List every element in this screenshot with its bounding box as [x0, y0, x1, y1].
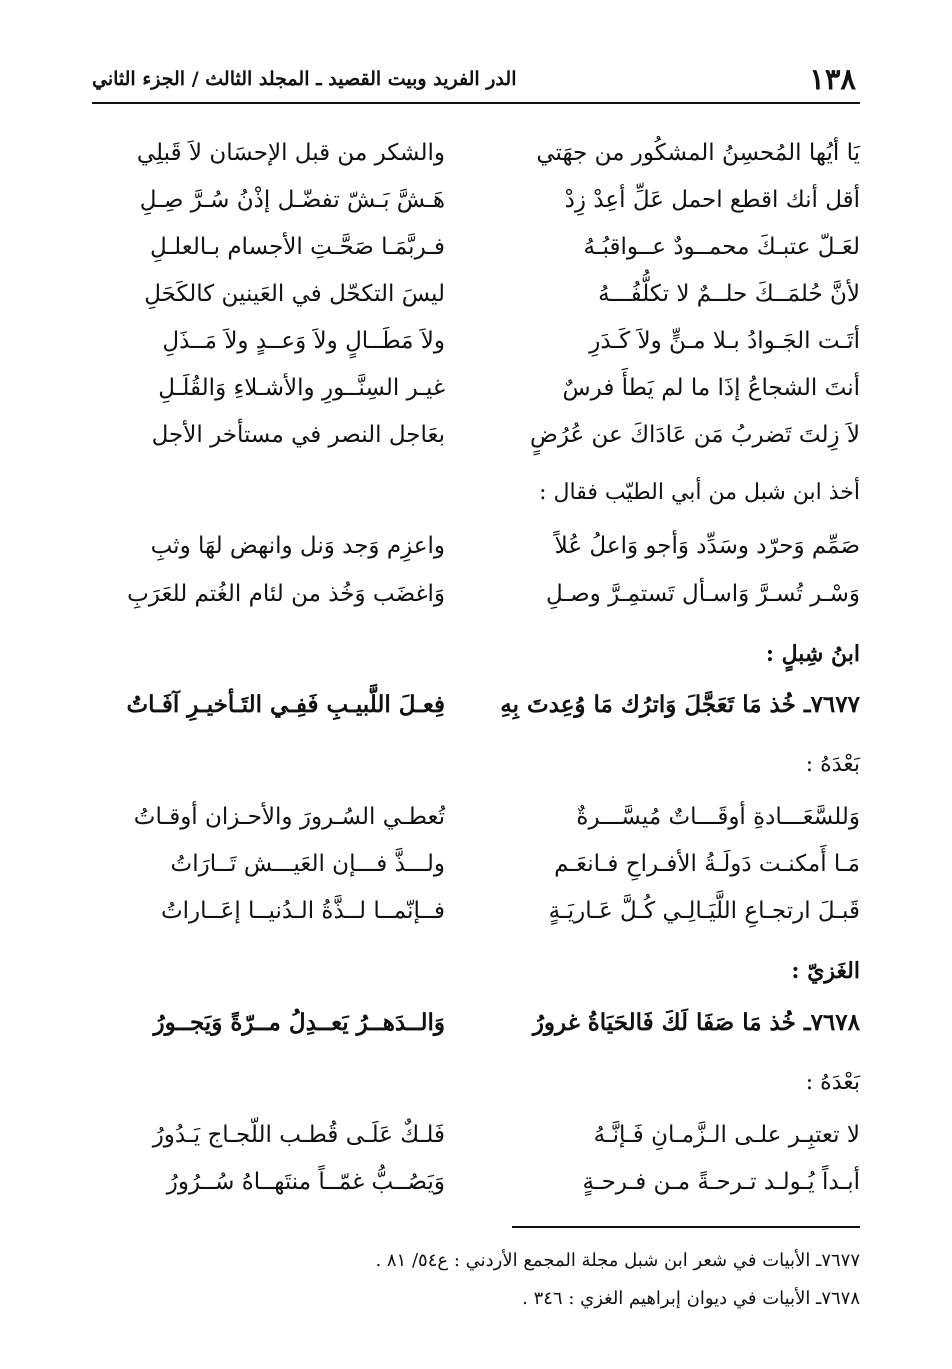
- second-hemistich: وَاغضَب وَخُذ من لئام الغُتم للعَرَبِ: [127, 581, 445, 607]
- running-title: الدر الفريد وبيت القصيد ـ المجلد الثالث / الجزء الثاني: [92, 68, 517, 90]
- verse-line: [100, 523, 860, 573]
- second-hemistich: ليسَ التكحّل في العَينين كالكَحَلِ: [144, 281, 445, 307]
- poet-label-line: [100, 631, 860, 681]
- first-hemistich: ٧٦٧٧ـ خُذ مَا تَعَجَّلَ وَاترُك مَا وُعِدتَ بِهِ: [500, 691, 860, 718]
- second-hemistich: تُعطـي السُـرورَ والأحـزان أوقـاتُ: [133, 804, 445, 830]
- verse-line: [100, 271, 860, 321]
- first-hemistich: قَبـلَ ارتجـاعِ اللَّيَـالِـي كُـلَّ عَـاريَـةٍ: [548, 898, 860, 924]
- first-hemistich: لا تعتبِـر علـى الـزَّمـانِ فَـإنَّـهُ: [593, 1122, 860, 1148]
- verse-line: [100, 177, 860, 227]
- verse-line: [100, 365, 860, 415]
- prose-line: [100, 742, 860, 792]
- verse-line: [100, 888, 860, 938]
- poet-label: ابنُ شِبلٍ :: [765, 641, 860, 667]
- prose-line: [100, 1060, 860, 1110]
- footnote: ٧٦٧٧ـ الأبيات في شعر ابن شبل مجلة المجمع الأردني : ع٥٤/ ٨١ .: [375, 1250, 860, 1271]
- verse-line: [100, 1112, 860, 1162]
- first-hemistich: لأنَّ حُلمَــكَ حلــمٌ لا تكلُّفُـــهُ: [598, 281, 860, 307]
- second-hemistich: واعزِم وَجد وَنل وانهض لهَا وثبِ: [150, 533, 445, 559]
- first-hemistich: لعَـلّ عتبـكَ محمــودٌ عــواقبُـهُ: [583, 234, 860, 260]
- second-hemistich: ولـــذَّ فـــإن العَيـــش تَــارَاتُ: [170, 851, 445, 877]
- first-hemistich: يَا أيُها المُحسِنُ المشكُور من جهَتي: [536, 140, 860, 166]
- intro-text: أخذ ابن شبل من أبي الطيّب فقال :: [539, 480, 860, 505]
- second-hemistich: غيـر السِنَّــورِ والأشـلاءِ وَالقُلَـلِ: [158, 375, 445, 401]
- verse-line: [100, 841, 860, 891]
- second-hemistich: فـربَّمَـا صَحَّـتِ الأجسام بـالعلـلِ: [149, 234, 445, 260]
- first-hemistich: صَمِّم وَحرّد وسَدِّد وَأجو وَاعلُ عُلاً: [554, 533, 860, 559]
- footnote-divider: [512, 1226, 860, 1228]
- second-hemistich: فَلـكٌ عَلَـى قُطـب اللّجـاج يَـدُورُ: [152, 1122, 445, 1148]
- second-hemistich: والشكر من قبل الإحسَان لاَ قَبلِي: [136, 140, 445, 166]
- poet-label: الغَزيّ :: [791, 958, 860, 984]
- second-hemistich: وَيَصُــبُّ غمّــاً منتَهــاهُ سُــرُورُ: [166, 1169, 445, 1195]
- first-hemistich: لاَ زِلتَ تَضربُ مَن عَادَاكَ عن عُرُضٍ: [530, 422, 860, 448]
- page-number: ١٣٨: [809, 62, 856, 96]
- first-hemistich: ٧٦٧٨ـ خُذ مَا صَفَا لَكَ فَالحَيَاةُ غرورُ: [532, 1009, 860, 1036]
- numbered-verse: [100, 1000, 860, 1050]
- footnote: ٧٦٧٨ـ الأبيات في ديوان إبراهيم الغزي : ٣٤٦ .: [522, 1288, 860, 1309]
- first-hemistich: مَـا أَمكنـت دَولَـةُ الأفـراحِ فـانعَـم: [554, 851, 860, 877]
- second-hemistich: بعَاجل النصر في مستأخر الأجل: [151, 422, 445, 448]
- first-hemistich: أتَـت الجَـوادُ بـلا مـنٍّ ولاَ كَـدَرِ: [589, 328, 860, 354]
- verse-line: [100, 224, 860, 274]
- second-hemistich: هَـشَّ بَـشّ تفضّـل إذْنُ سُـرَّ صِـلِ: [139, 187, 445, 213]
- page-header: [92, 62, 860, 104]
- first-hemistich: وَللسَّعَـــادةِ أوقَـــاتٌ مُيسَّـــرةٌ: [576, 804, 860, 830]
- verse-line: [100, 1159, 860, 1209]
- verse-line: [100, 412, 860, 462]
- verse-line: [100, 318, 860, 368]
- verse-line: [100, 130, 860, 180]
- second-hemistich: ولاَ مَطَــالٍ ولاَ وَعــدٍ ولاَ مَــذَلِ: [162, 328, 445, 354]
- first-hemistich: أقل أنك اقطع احمل عَلِّ أعِدْ زِدْ: [564, 187, 860, 213]
- first-hemistich: أنتَ الشجاعُ إذَا ما لم يَطأَ فرسٌ: [562, 375, 860, 401]
- first-hemistich: أبـداً يُـولـد تـرحـةً مـن فـرحـةٍ: [582, 1169, 860, 1195]
- second-hemistich: فــإنّمــا لــذَّةُ الـدُنيــا إعَــاراتُ: [161, 898, 445, 924]
- second-hemistich: وَالــدَهــرُ يَعــدِلُ مــرّةً وَيَجــورُ: [153, 1009, 445, 1036]
- verse-line: [100, 794, 860, 844]
- verse-line: [100, 571, 860, 621]
- after-label: بَعْدَهُ :: [805, 752, 860, 777]
- second-hemistich: فِعـلَ اللَّبيـبِ فَفِـي التَـأخيـرِ آفَـاتُ: [126, 691, 445, 718]
- poet-label-line: [100, 948, 860, 998]
- numbered-verse: [100, 682, 860, 732]
- after-label: بَعْدَهُ :: [805, 1070, 860, 1095]
- first-hemistich: وَسْـر تُسـرَّ وَاسـأل تَستمِـرَّ وصـلِ: [545, 581, 860, 607]
- prose-line: [100, 470, 860, 520]
